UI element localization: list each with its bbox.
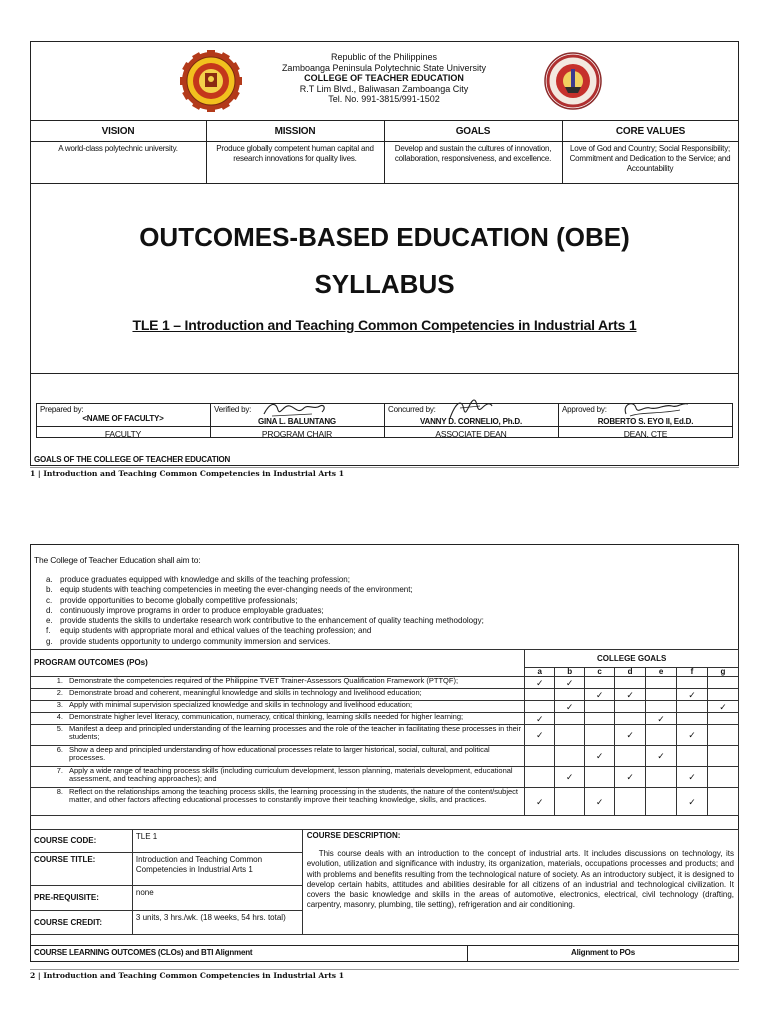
goal-letter: b xyxy=(555,668,585,677)
goal-c-cell xyxy=(585,701,615,713)
po-row xyxy=(31,746,739,767)
syllabus-subtitle: TLE 1 – Introduction and Teaching Common Competencies in Industrial Arts 1 xyxy=(132,317,637,333)
po-text: Apply with minimal supervision specialized knowledge and skills in technology and livelihood education; xyxy=(69,700,413,709)
aim-item: e. provide students the skills to undertake research work contributive to the enhancement of quality teaching methodology; xyxy=(46,616,484,626)
goal-f-cell xyxy=(677,788,708,816)
goal-g-cell xyxy=(707,725,738,746)
check-mark-icon: ✓ xyxy=(535,713,544,724)
course-credit-value: 3 units, 3 hrs./wk. (18 weeks, 54 hrs. total) xyxy=(132,911,302,935)
core-values-text: Love of God and Country; Social Responsibility; Commitment and Dedication to the Service; and Accountability xyxy=(569,144,731,173)
goal-b-cell xyxy=(555,677,585,689)
po-number: 7. xyxy=(56,766,63,775)
page2-footer: 2 | Introduction and Teaching Common Competencies in Industrial Arts 1 xyxy=(30,971,344,980)
goal-c-cell xyxy=(585,767,615,788)
goal-e-cell xyxy=(646,725,677,746)
goal-a-cell xyxy=(525,767,555,788)
check-mark-icon: ✓ xyxy=(535,796,544,807)
po-number: 5. xyxy=(56,724,63,733)
po-text-cell xyxy=(31,689,525,701)
goal-d-cell xyxy=(615,689,646,701)
po-row xyxy=(31,701,739,713)
po-text-cell xyxy=(31,725,525,746)
goal-e-cell xyxy=(646,746,677,767)
check-mark-icon: ✓ xyxy=(565,677,574,688)
po-heading: PROGRAM OUTCOMES (POs) xyxy=(31,650,525,677)
prepared-by-label: Prepared by: xyxy=(40,405,84,414)
check-mark-icon: ✓ xyxy=(657,713,665,724)
goal-g-cell xyxy=(707,788,738,816)
goal-d-cell xyxy=(615,713,646,725)
check-mark-icon: ✓ xyxy=(535,730,544,740)
check-mark-icon: ✓ xyxy=(565,701,574,712)
college-seal-icon xyxy=(544,52,602,110)
goal-g-cell xyxy=(707,689,738,701)
po-text: Reflect on the relationships among the teaching process skills, the learning processing in the students, the nature of the content/subject matter, and other factors affecting educational processes to constantly improve their teaching knowledge, skills, and practices. xyxy=(69,787,519,804)
aim-item: b. equip students with teaching competencies in meeting the ever-changing needs of the environment; xyxy=(46,585,413,595)
po-number: 2. xyxy=(56,688,63,697)
goal-a-cell xyxy=(525,725,555,746)
po-text: Manifest a deep and principled understanding of the learning processes and the role of the teacher in facilitating these processes in their students; xyxy=(69,724,521,741)
po-number: 6. xyxy=(56,745,63,754)
check-mark-icon: ✓ xyxy=(688,796,696,807)
goal-c-cell xyxy=(585,746,615,767)
approved-by-name: ROBERTO S. EYO II, Ed.D. xyxy=(597,417,694,426)
goal-b-cell xyxy=(555,713,585,725)
goal-f-cell xyxy=(677,746,708,767)
po-number: 8. xyxy=(56,787,63,796)
header-college: COLLEGE OF TEACHER EDUCATION xyxy=(304,73,464,83)
po-row xyxy=(31,767,739,788)
check-mark-icon: ✓ xyxy=(535,677,544,688)
goal-f-cell xyxy=(677,677,708,689)
approved-by-position: DEAN, CTE xyxy=(623,429,668,439)
goals-of-college-heading: GOALS OF THE COLLEGE OF TEACHER EDUCATION xyxy=(34,455,231,464)
goal-c-cell xyxy=(585,788,615,816)
alignment-heading: Alignment to POs xyxy=(571,948,635,957)
vision-heading: VISION xyxy=(101,126,135,137)
po-row xyxy=(31,689,739,701)
po-text-cell xyxy=(31,677,525,689)
header-address: R.T Lim Blvd., Baliwasan Zamboanga City xyxy=(299,83,469,94)
program-outcomes-table xyxy=(30,649,739,816)
goal-a-cell xyxy=(525,677,555,689)
check-mark-icon: ✓ xyxy=(688,772,696,782)
concurred-by-position: ASSOCIATE DEAN xyxy=(435,429,507,439)
check-mark-icon: ✓ xyxy=(688,730,696,740)
goal-c-cell xyxy=(585,725,615,746)
po-text-cell xyxy=(31,746,525,767)
po-text: Demonstrate higher level literacy, communication, numeracy, critical thinking, learning skills needed for higher learning; xyxy=(69,712,464,721)
college-aims-list xyxy=(46,575,726,647)
course-title-value: Introduction and Teaching Common Competencies in Industrial Arts 1 xyxy=(132,853,302,886)
goal-g-cell xyxy=(707,713,738,725)
goal-d-cell xyxy=(615,788,646,816)
mission-heading: MISSION xyxy=(274,126,316,137)
check-mark-icon: ✓ xyxy=(595,751,604,761)
goal-e-cell xyxy=(646,689,677,701)
po-row xyxy=(31,788,739,816)
goal-letter: g xyxy=(707,668,738,677)
aim-item: f. equip students with appropriate moral and ethical values of the teaching profession; and xyxy=(46,626,372,636)
prerequisite-value: none xyxy=(132,886,302,911)
po-number: 3. xyxy=(56,700,63,709)
prepared-by-position: FACULTY xyxy=(104,429,142,439)
check-mark-icon: ✓ xyxy=(688,689,696,700)
po-number: 4. xyxy=(56,712,63,721)
po-text-cell xyxy=(31,788,525,816)
goal-e-cell xyxy=(646,677,677,689)
goal-f-cell xyxy=(677,725,708,746)
syllabus-title-line1: OUTCOMES-BASED EDUCATION (OBE) xyxy=(139,222,630,252)
check-mark-icon: ✓ xyxy=(565,772,574,782)
check-mark-icon: ✓ xyxy=(595,689,604,700)
concurred-by-name: VANNY D. CORNELIO, Ph.D. xyxy=(419,417,523,426)
goal-e-cell xyxy=(646,788,677,816)
goal-c-cell xyxy=(585,677,615,689)
goal-d-cell xyxy=(615,746,646,767)
approved-by-label: Approved by: xyxy=(562,405,607,414)
goal-a-cell xyxy=(525,746,555,767)
concurred-by-label: Concurred by: xyxy=(388,405,436,414)
goal-d-cell xyxy=(615,767,646,788)
header-telephone: Tel. No. 991-3815/991-1502 xyxy=(328,94,440,104)
po-text-cell xyxy=(31,713,525,725)
course-info-table xyxy=(30,829,739,935)
goal-g-cell xyxy=(707,677,738,689)
goal-letter: d xyxy=(615,668,646,677)
goal-c-cell xyxy=(585,689,615,701)
mission-text: Produce globally competent human capital and research innovations for quality lives. xyxy=(216,144,374,163)
goal-g-cell xyxy=(707,701,738,713)
course-title-label: COURSE TITLE: xyxy=(31,853,133,886)
goal-g-cell xyxy=(707,746,738,767)
goal-letter: e xyxy=(646,668,677,677)
clo-heading: COURSE LEARNING OUTCOMES (CLOs) and BTI Alignment xyxy=(34,948,253,957)
goal-letter: f xyxy=(677,668,708,677)
course-credit-label: COURSE CREDIT: xyxy=(31,911,133,935)
goal-f-cell xyxy=(677,767,708,788)
verified-by-label: Verified by: xyxy=(214,405,252,414)
aims-intro: The College of Teacher Education shall aim to: xyxy=(34,555,201,565)
po-number: 1. xyxy=(56,676,63,685)
course-description-text: This course deals with an introduction to the concept of industrial arts. It includes discussions on technology, its evolution, utilization and significance with industry, its organization, materials, occupations processes and products; and with problems and benefits resulting from the technological nature of society. As an introductory subject, it is designed to develop certain habits, attitudes and abilities desirable for all citizens of an industrial and technological civilization. It covers the basic knowledge and skills in the areas of automotive, electronics, electrical, civil technology (drafting, carpentry, masonry, plumbing, tile setting), refrigeration and air conditioning. xyxy=(306,849,734,910)
goal-a-cell xyxy=(525,713,555,725)
check-mark-icon: ✓ xyxy=(595,796,604,807)
check-mark-icon: ✓ xyxy=(626,772,634,782)
goal-a-cell xyxy=(525,701,555,713)
goals-heading: GOALS xyxy=(455,126,491,137)
po-text: Demonstrate the competencies required of the Philippine TVET Trainer-Assessors Qualification Framework (PTTQF); xyxy=(69,676,459,685)
check-mark-icon: ✓ xyxy=(657,751,665,761)
po-text: Apply a wide range of teaching process skills (including curriculum development, lesson planning, materials development, educational assessment, and teaching approaches); and xyxy=(69,766,513,783)
course-code-label: COURSE CODE: xyxy=(31,830,133,853)
goal-e-cell xyxy=(646,701,677,713)
goal-d-cell xyxy=(615,725,646,746)
goal-b-cell xyxy=(555,746,585,767)
syllabus-title-line2: SYLLABUS xyxy=(314,269,455,299)
aim-item: d. continuously improve programs in order to produce employable graduates; xyxy=(46,605,324,615)
university-seal-icon xyxy=(180,50,242,112)
goal-b-cell xyxy=(555,701,585,713)
course-description-label: COURSE DESCRIPTION: xyxy=(306,831,401,840)
po-row xyxy=(31,725,739,746)
goal-b-cell xyxy=(555,788,585,816)
goal-g-cell xyxy=(707,767,738,788)
core-values-heading: CORE VALUES xyxy=(615,126,686,137)
prerequisite-label: PRE-REQUISITE: xyxy=(31,886,133,911)
goal-f-cell xyxy=(677,713,708,725)
goal-f-cell xyxy=(677,701,708,713)
course-code-value: TLE 1 xyxy=(132,830,302,853)
page1-footer: 1 | Introduction and Teaching Common Competencies in Industrial Arts 1 xyxy=(30,469,344,478)
goals-text: Develop and sustain the cultures of innovation, collaboration, responsiveness, and excellence. xyxy=(394,144,552,163)
po-row xyxy=(31,713,739,725)
goal-e-cell xyxy=(646,767,677,788)
po-text: Show a deep and principled understanding of how educational processes relate to larger historical, social, cultural, and political processes. xyxy=(69,745,490,762)
goal-letter: a xyxy=(525,668,555,677)
po-row xyxy=(31,677,739,689)
goal-a-cell xyxy=(525,689,555,701)
aim-item: g. provide students opportunity to undergo community immersion and services. xyxy=(46,636,331,646)
check-mark-icon: ✓ xyxy=(626,730,634,740)
goal-letter: c xyxy=(585,668,615,677)
header-university: Zamboanga Peninsula Polytechnic State University xyxy=(281,62,487,73)
aim-item: a. produce graduates equipped with knowledge and skills of the teaching profession; xyxy=(46,575,350,584)
check-mark-icon: ✓ xyxy=(626,689,634,700)
verified-by-position: PROGRAM CHAIR xyxy=(261,429,333,439)
goal-e-cell xyxy=(646,713,677,725)
vision-text: A world-class polytechnic university. xyxy=(58,144,178,153)
prepared-by-name: <NAME OF FACULTY> xyxy=(82,414,164,423)
po-text-cell xyxy=(31,701,525,713)
goal-d-cell xyxy=(615,701,646,713)
college-goals-heading: COLLEGE GOALS xyxy=(525,650,739,668)
check-mark-icon: ✓ xyxy=(719,701,727,712)
goal-f-cell xyxy=(677,689,708,701)
goal-b-cell xyxy=(555,725,585,746)
goal-d-cell xyxy=(615,677,646,689)
header-republic: Republic of the Philippines xyxy=(330,52,438,62)
goal-a-cell xyxy=(525,788,555,816)
po-text-cell xyxy=(31,767,525,788)
goal-b-cell xyxy=(555,767,585,788)
goal-b-cell xyxy=(555,689,585,701)
goal-c-cell xyxy=(585,713,615,725)
verified-by-name: GINA L. BALUNTANG xyxy=(258,417,336,426)
po-text: Demonstrate broad and coherent, meaningful knowledge and skills in technology and livelihood education; xyxy=(69,688,422,697)
aim-item: c. provide opportunities to become globally competitive professionals; xyxy=(46,595,298,605)
